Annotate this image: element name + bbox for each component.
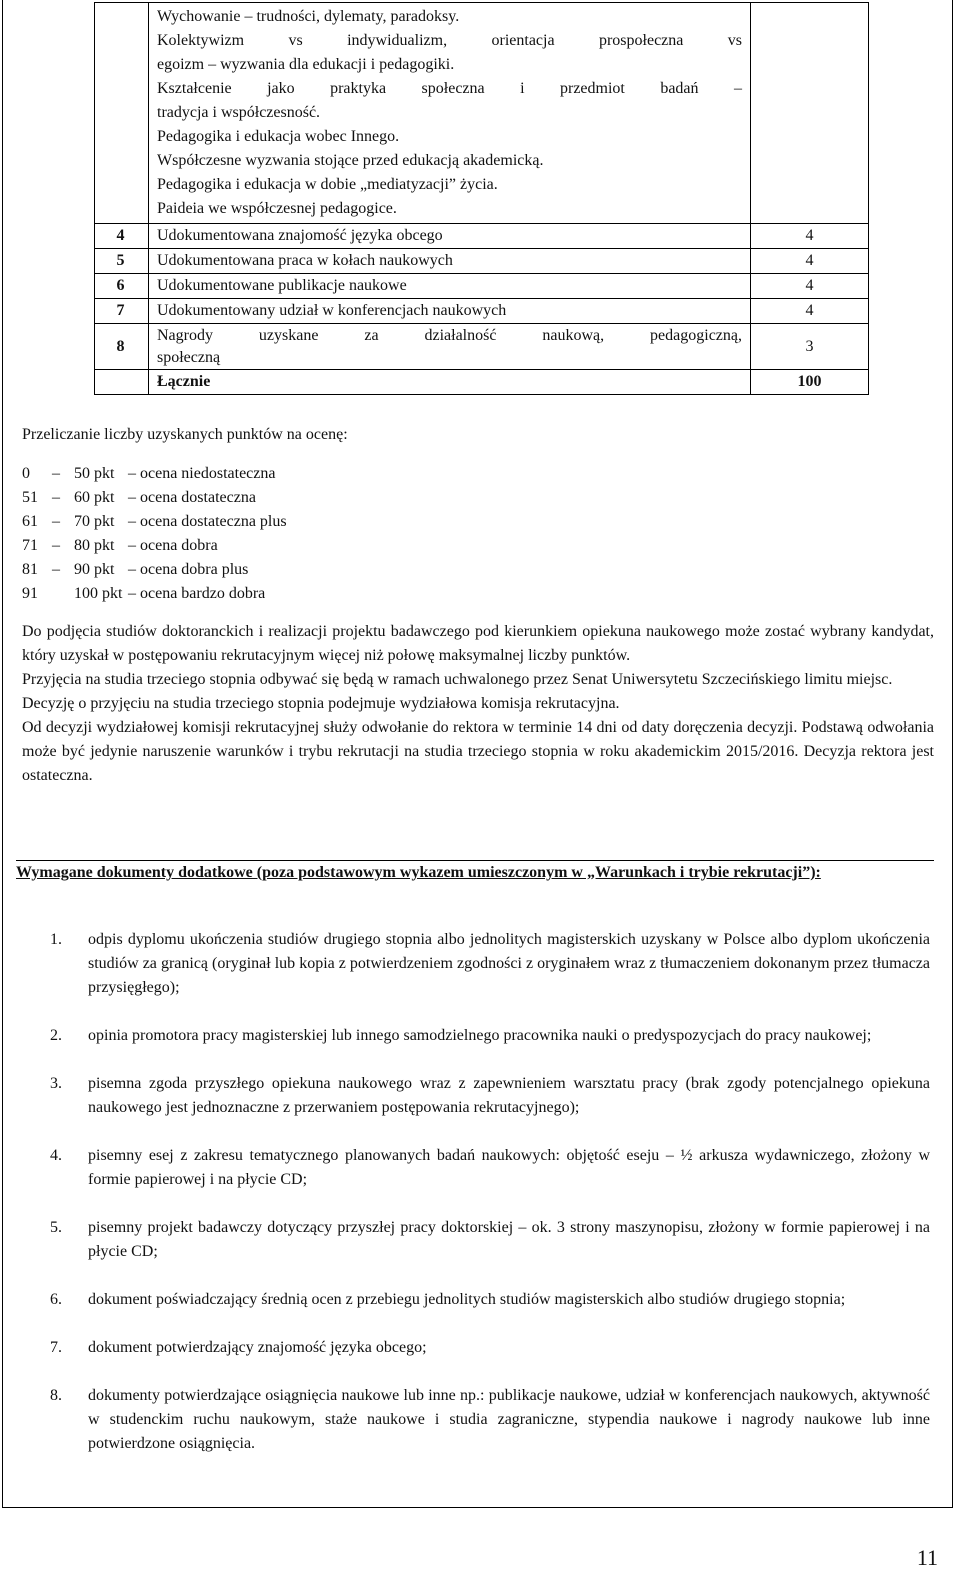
table-cell-empty [751,3,869,224]
topic-line: Kolektywizm vs indywidualizm, orientacja prospołeczna vs [157,32,742,49]
table-cell-empty [95,370,149,395]
topic-line: Pedagogika i edukacja w dobie „mediatyzacji” życia. [157,176,498,193]
list-item [50,1072,930,1120]
topic-line: egoizm – wyzwania dla edukacji i pedagogiki. [157,56,455,73]
scale-to: 60 pkt [74,489,115,506]
scale-row [22,462,287,486]
item-number: 7. [50,1339,62,1356]
item-text: pisemny esej z zakresu tematycznego planowanych badań naukowych: objętość eseju – ½ arkusza wydawniczego, złożony w formie papierowej i na płycie CD; [88,1147,930,1188]
scale-grade: – ocena dostateczna plus [128,513,287,530]
row-description [149,324,751,370]
required-documents-section [16,860,934,885]
scale-from: 51 [22,489,38,506]
row-points: 4 [751,224,869,249]
row-description: Udokumentowana znajomość języka obcego [149,224,751,249]
table-row-total [95,370,869,395]
table-row [95,299,869,324]
table-row [95,249,869,274]
item-number: 5. [50,1219,62,1236]
row-points: 4 [751,249,869,274]
topic-line: Współczesne wyzwania stojące przed edukacją akademicką. [157,152,544,169]
item-text: odpis dyplomu ukończenia studiów drugiego stopnia albo jednolitych magisterskich uzyskany w Polsce albo dyplom ukończenia studiów za granicą (oryginał lub kopia z potwierdzeniem zgodności z oryginałem wraz z tłumaczeniem dokonanym przez tłumacza przysięgłego); [88,931,930,996]
scale-from: 71 [22,537,38,554]
list-item [50,1384,930,1456]
table-row [95,224,869,249]
item-text: dokument potwierdzający znajomość języka obcego; [88,1339,427,1356]
topic-line: Kształcenie jako praktyka społeczna i przedmiot badań – [157,80,742,97]
paragraph: Od decyzji wydziałowej komisji rekrutacyjnej służy odwołanie do rektora w terminie 14 dni od daty doręczenia decyzji. Podstawą odwołania może być jedynie naruszenie warunków i trybu rekrutacji na studia trzeciego stopnia w roku akademickim 2015/2016. Decyzja rektora jest ostateczna. [22,719,934,784]
scale-dash: – [52,561,60,578]
row-number: 4 [95,224,149,249]
item-number: 3. [50,1075,62,1092]
row-points: 4 [751,299,869,324]
item-number: 4. [50,1147,62,1164]
item-text: dokumenty potwierdzające osiągnięcia naukowe lub inne np.: publikacje naukowe, udział w konferencjach naukowych, aktywność w studenckim ruchu naukowym, staże naukowe i studia zagraniczne, stypendia naukowe i nagrody naukowe lub inne potwierdzone osiągnięcia. [88,1387,930,1452]
list-item [50,1144,930,1192]
scale-to: 50 pkt [74,465,115,482]
scale-row [22,510,287,534]
scale-dash [52,582,74,606]
table-row-topics [95,3,869,224]
required-documents-list [50,928,930,1456]
row-description-line: Nagrody uzyskane za działalność naukową, pedagogiczną, [157,326,742,344]
total-label: Łącznie [149,370,751,395]
row-number: 5 [95,249,149,274]
scale-grade: – ocena niedostateczna [128,465,276,482]
paragraph: Decyzję o przyjęciu na studia trzeciego stopnia podejmuje wydziałowa komisja rekrutacyjna. [22,695,620,712]
item-number: 6. [50,1291,62,1308]
item-number: 2. [50,1027,62,1044]
scale-to: 80 pkt [74,537,115,554]
item-number: 8. [50,1387,62,1404]
table-row [95,274,869,299]
required-documents-title: Wymagane dokumenty dodatkowe (poza podstawowym wykazem umieszczonym w „Warunkach i trybie rekrutacji”): [16,864,821,881]
item-text: pisemny projekt badawczy dotyczący przyszłej pracy doktorskiej – ok. 3 strony maszynopisu, złożony w formie papierowej i na płycie CD; [88,1219,930,1260]
item-text: opinia promotora pracy magisterskiej lub innego samodzielnego pracownika nauki o predyspozycjach do pracy naukowej; [88,1027,872,1044]
total-value: 100 [751,370,869,395]
topic-line: Pedagogika i edukacja wobec Innego. [157,128,400,145]
paragraph: Przyjęcia na studia trzeciego stopnia odbywać się będą w ramach uchwalonego przez Senat Uniwersytetu Szczecińskiego limitu miejsc. [22,671,893,688]
row-description-line: społeczną [157,348,221,366]
scale-to: 70 pkt [74,513,115,530]
table-row [95,324,869,370]
row-points: 3 [751,324,869,370]
item-text: pisemna zgoda przyszłego opiekuna naukowego wraz z zapewnieniem warsztatu pracy (brak zgody potencjalnego opiekuna naukowego jest jednoznaczne z przerwaniem postępowania rekrutacyjnego); [88,1075,930,1116]
row-points: 4 [751,274,869,299]
scale-grade: – ocena dobra [128,537,218,554]
scale-to: 100 pkt [74,585,123,602]
item-number: 1. [50,931,62,948]
row-description: Udokumentowane publikacje naukowe [149,274,751,299]
scale-row [22,534,287,558]
topics-cell [149,3,751,224]
conversion-title: Przeliczanie liczby uzyskanych punktów na ocenę: [22,426,348,443]
scale-grade: – ocena dobra plus [128,561,249,578]
row-description: Udokumentowany udział w konferencjach naukowych [149,299,751,324]
scale-from: 91 [22,585,38,602]
row-description: Udokumentowana praca w kołach naukowych [149,249,751,274]
topic-line: tradycja i współczesność. [157,104,321,121]
item-text: dokument poświadczający średnią ocen z przebiegu jednolitych studiów magisterskich albo studiów drugiego stopnia; [88,1291,846,1308]
scale-dash: – [52,465,60,482]
list-item [50,1336,930,1360]
scale-to: 90 pkt [74,561,115,578]
topic-line: Wychowanie – trudności, dylematy, paradoksy. [157,8,460,25]
scale-row [22,558,287,582]
scale-dash: – [52,513,60,530]
scale-grade: – ocena dostateczna [128,489,256,506]
grade-scale [22,462,287,606]
list-item [50,1024,930,1048]
scale-from: 0 [22,465,30,482]
row-number: 8 [95,324,149,370]
scale-from: 81 [22,561,38,578]
scale-row [22,582,287,606]
topic-line: Paideia we współczesnej pedagogice. [157,200,397,217]
list-item [50,928,930,1000]
scale-grade: – ocena bardzo dobra [128,585,266,602]
scale-row [22,486,287,510]
scoring-table [94,2,869,395]
table-cell-empty [95,3,149,224]
row-number: 7 [95,299,149,324]
scale-from: 61 [22,513,38,530]
rules-paragraphs [22,620,934,788]
list-item [50,1288,930,1312]
row-number: 6 [95,274,149,299]
list-item [50,1216,930,1264]
paragraph: Do podjęcia studiów doktoranckich i realizacji projektu badawczego pod kierunkiem opiekuna naukowego może zostać wybrany kandydat, który uzyskał w postępowaniu rekrutacyjnym więcej niż połowę maksymalnej liczby punktów. [22,623,934,664]
scale-dash: – [52,489,60,506]
scale-dash: – [52,537,60,554]
page-number: 11 [916,1545,938,1570]
